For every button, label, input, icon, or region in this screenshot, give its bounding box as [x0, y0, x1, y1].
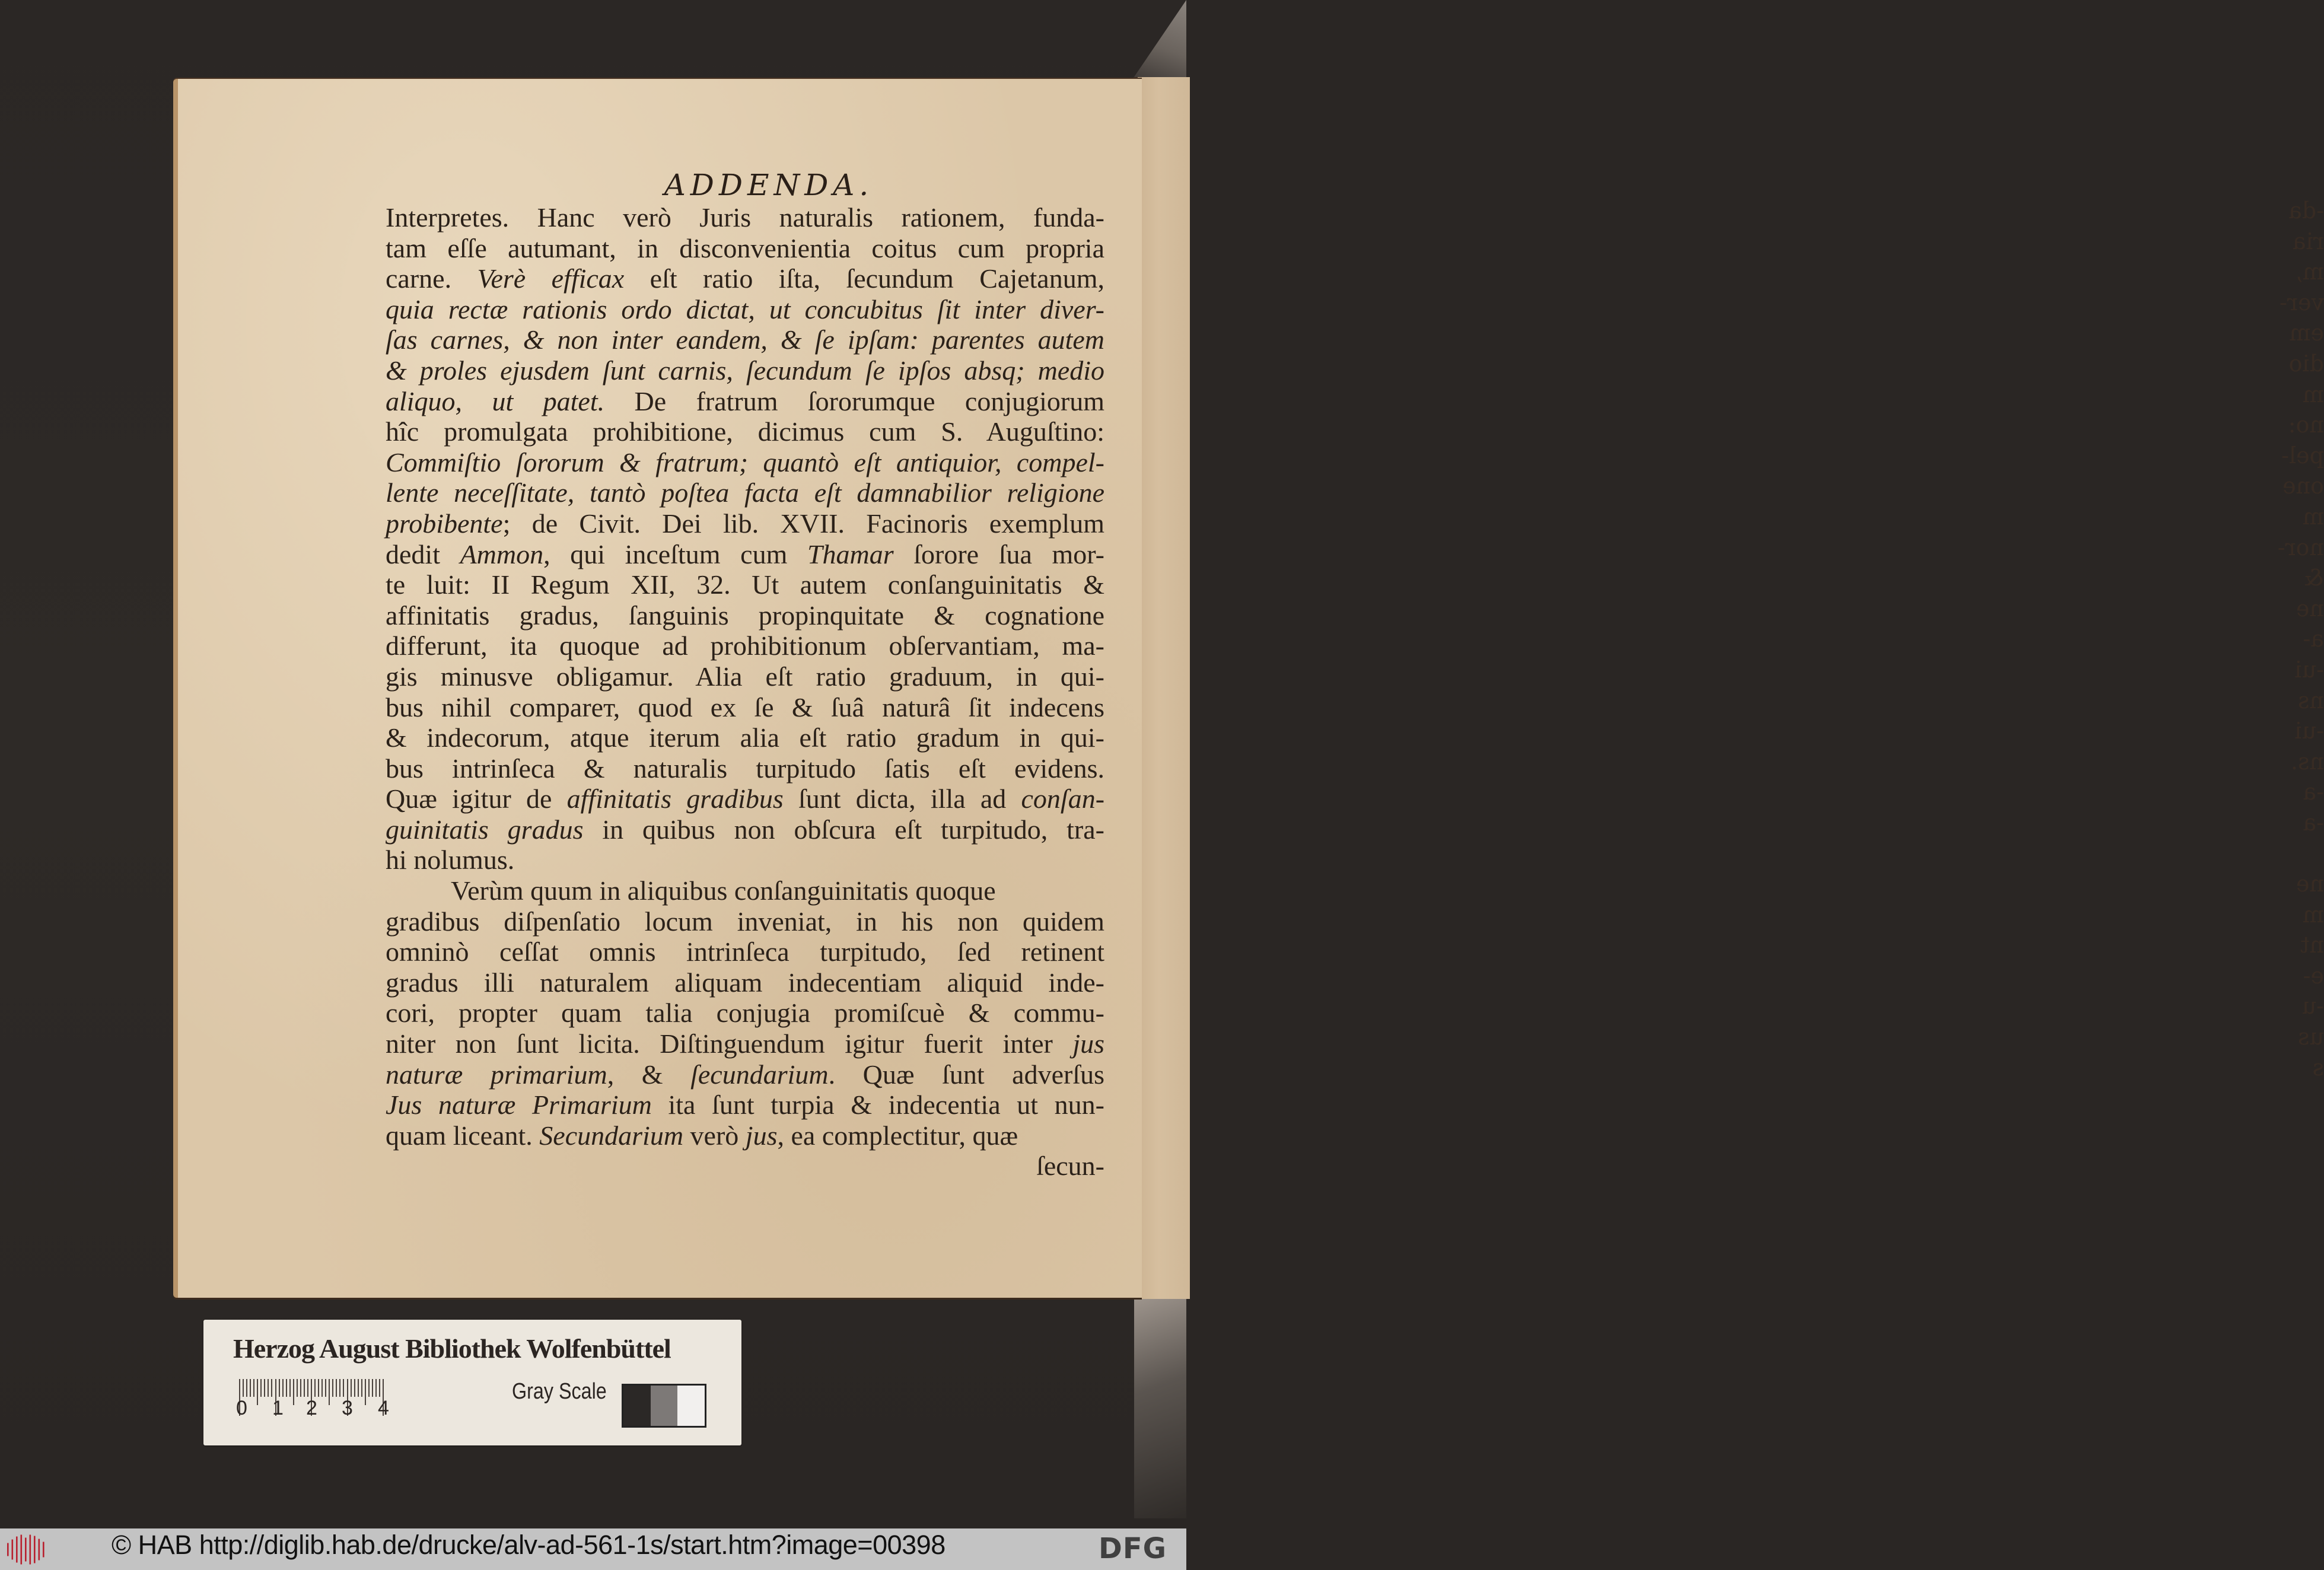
italic-text: Ammon — [460, 539, 544, 569]
roman-text: te luit: II Regum XII, 32. Ut autem conſanguinitatis & — [386, 569, 1104, 600]
ruler-number-1: 1 — [272, 1397, 284, 1419]
italic-text: quia rectæ rationis ordo dictat, ut concubitus ſit inter diver- — [386, 294, 1104, 324]
roman-text: . Quæ ſunt adverſus — [828, 1059, 1105, 1090]
ruler-tick — [343, 1379, 344, 1397]
roman-text: tam eſſe autumant, in disconvenientia coitus cum propria — [386, 233, 1104, 263]
gray-swatch-2 — [677, 1386, 705, 1426]
text-line — [386, 906, 1104, 937]
roman-text: , qui inceſtum cum — [543, 539, 807, 569]
text-line — [386, 814, 1104, 845]
adjacent-page-edge — [1134, 77, 2324, 1299]
body-text — [386, 202, 1104, 1182]
roman-text: ſecun- — [1036, 1151, 1104, 1182]
roman-text: niter non ſunt licita. Diſtinguendum igitur fuerit inter — [386, 1028, 1073, 1059]
italic-text: Secundarium — [539, 1120, 684, 1151]
ruler-tick — [300, 1379, 301, 1397]
text-line — [386, 508, 1104, 539]
ruler-tick — [279, 1379, 280, 1397]
italic-text: Verè efficax — [477, 263, 625, 294]
text-line — [386, 324, 1104, 355]
text-line — [386, 937, 1104, 967]
italic-text: jus — [1072, 1028, 1104, 1059]
roman-text: in quibus non obſcura eſt turpitudo, tra- — [583, 814, 1104, 845]
text-line — [386, 386, 1104, 417]
roman-text: ſunt dicta, illa ad — [783, 784, 1021, 814]
page-text-block — [386, 168, 1104, 1182]
ruler-tick — [286, 1379, 287, 1397]
roman-text: affinitatis gradus, ſanguinis propinquitate & cognatione — [386, 600, 1104, 630]
italic-text: conſan- — [1021, 784, 1105, 814]
text-line — [386, 447, 1104, 478]
ruler-tick — [354, 1379, 355, 1397]
gray-swatch-1 — [651, 1386, 678, 1426]
roman-text: bus nihil compareт, quod ex ſe & ſuâ naturâ ſit indecens — [386, 692, 1104, 722]
roman-text: ſorore ſua mor- — [893, 539, 1104, 569]
ruler-tick — [304, 1379, 305, 1397]
copyright-url[interactable]: © HAB http://diglib.hab.de/drucke/alv-ad-561-1s/start.htm?image=00398 — [112, 1530, 945, 1560]
roman-text: carne. — [386, 263, 477, 294]
italic-text: & proles ejusdem ſunt carnis, ſecundum ſe ipſos absq; medio — [386, 355, 1104, 386]
ruler-tick — [257, 1379, 258, 1405]
italic-text: aliquo, ut patet. — [386, 386, 605, 416]
ruler-tick — [325, 1379, 326, 1397]
ruler-tick — [250, 1379, 251, 1397]
text-line — [386, 294, 1104, 325]
roman-text: gradus illi naturalem aliquam indecentiam aliquid inde- — [386, 967, 1104, 998]
text-line — [386, 845, 1104, 875]
text-line — [386, 539, 1104, 570]
text-line — [386, 1090, 1104, 1120]
hab-logo-icon — [5, 1533, 49, 1566]
ruler-tick — [375, 1379, 377, 1397]
ruler-tick — [332, 1379, 333, 1397]
italic-text: Jus naturæ Primarium — [386, 1090, 652, 1120]
ruler-tick — [368, 1379, 370, 1397]
card-title: Herzog August Bibliothek Wolfenbüttel — [233, 1333, 671, 1364]
roman-text: hi nolumus. — [386, 845, 515, 875]
text-line — [386, 1059, 1104, 1090]
ruler-tick — [318, 1379, 319, 1397]
text-line — [386, 1028, 1104, 1059]
text-line — [386, 753, 1104, 784]
text-line — [386, 998, 1104, 1028]
text-line — [386, 202, 1104, 233]
ruler-tick — [361, 1379, 362, 1397]
ruler-tick — [314, 1379, 316, 1397]
italic-text: lente neceſſitate, tantò poſtea facta eſt damnabilior religione — [386, 477, 1104, 508]
roman-text: bus intrinſeca & naturalis turpitudo ſatis eſt evidens. — [386, 753, 1104, 784]
text-line — [386, 263, 1104, 294]
ruler-tick — [260, 1379, 262, 1397]
roman-text: quam liceant. — [386, 1120, 540, 1151]
roman-text: ita ſunt turpia & indecentia ut nun- — [651, 1090, 1104, 1120]
italic-text: Commiſtio ſororum & fratrum; quantò eſt antiquior, compel- — [386, 447, 1104, 477]
roman-text: ; de Civit. Dei lib. XVII. Facinoris exemplum — [502, 508, 1104, 539]
ruler-tick — [329, 1379, 330, 1405]
ruler-tick — [307, 1379, 308, 1397]
ruler-tick — [351, 1379, 352, 1397]
roman-text: Interpretes. Hanc verò Juris naturalis rationem, funda- — [386, 202, 1104, 233]
text-line — [386, 784, 1104, 814]
ruler-tick — [358, 1379, 359, 1397]
bleed-through-text: -da ria m, ver- em dio m no: pel- one m nor- & ne a- -ui ns -ui ns. -a -a ne m nt e- -u us s — [2277, 198, 2324, 1081]
roman-text: gradibus diſpenſatio locum inveniat, in his non quidem — [386, 906, 1104, 937]
roman-text: , ea complectitur, quæ — [777, 1120, 1018, 1151]
gray-swatch-0 — [623, 1386, 651, 1426]
ruler-number-4: 4 — [378, 1397, 389, 1419]
text-line — [386, 477, 1104, 508]
text-line — [386, 967, 1104, 998]
footer-bar — [0, 1528, 1186, 1570]
roman-text: dedit — [386, 539, 460, 569]
roman-text: De fratrum ſororumque conjugiorum — [604, 386, 1104, 416]
roman-text: , & — [607, 1059, 691, 1090]
roman-text: differunt, ita quoque ad prohibitionum obſervantiam, ma- — [386, 630, 1104, 661]
roman-text: cori, propter quam talia conjugia promiſcuè & commu- — [386, 998, 1104, 1028]
ruler-tick — [365, 1379, 366, 1405]
ruler-tick — [264, 1379, 265, 1397]
ruler-tick — [372, 1379, 373, 1397]
roman-text: & indecorum, atque iterum alia eſt ratio gradum in qui- — [386, 722, 1104, 753]
ruler-tick — [271, 1379, 272, 1397]
ruler-tick — [339, 1379, 340, 1397]
ruler-tick — [243, 1379, 244, 1397]
text-line — [386, 1120, 1104, 1151]
italic-text: guinitatis gradus — [386, 814, 584, 845]
color-reference-card — [203, 1320, 741, 1445]
ruler-number-3: 3 — [342, 1397, 353, 1419]
gray-scale-swatches — [622, 1384, 706, 1428]
text-line — [386, 875, 1104, 906]
running-head: ADDENDA. — [664, 168, 874, 202]
text-line — [386, 1151, 1104, 1182]
ruler-tick — [321, 1379, 323, 1397]
glass-plate-bottom — [1134, 1299, 1186, 1518]
italic-text: ſecundarium — [690, 1059, 829, 1090]
ruler-tick — [297, 1379, 298, 1397]
ruler-tick — [289, 1379, 291, 1397]
text-line — [386, 692, 1104, 723]
italic-text: probibente — [386, 508, 503, 539]
roman-text: Quæ igitur de — [386, 784, 567, 814]
italic-text: naturæ primarium — [386, 1059, 607, 1090]
gray-scale-label: Gray Scale — [512, 1379, 607, 1404]
ruler-tick — [379, 1379, 380, 1397]
ruler-number-2: 2 — [306, 1397, 317, 1419]
text-line — [386, 661, 1104, 692]
dfg-logo: DFG — [1099, 1532, 1167, 1565]
roman-text: eſt ratio iſta, ſecundum Cajetanum, — [624, 263, 1104, 294]
italic-text: affinitatis gradibus — [566, 784, 784, 814]
italic-text: jus — [745, 1120, 778, 1151]
roman-text: hîc promulgata prohibitione, dicimus cum S. Auguſtino: — [386, 416, 1104, 447]
italic-text: ſas carnes, & non inter eandem, & ſe ipſam: parentes autem — [386, 324, 1104, 355]
text-line — [386, 630, 1104, 661]
ruler-tick — [253, 1379, 254, 1397]
text-line — [386, 722, 1104, 753]
text-line — [386, 600, 1104, 631]
ruler-tick — [246, 1379, 247, 1397]
roman-text: verò — [683, 1120, 746, 1151]
ruler-tick — [336, 1379, 337, 1397]
ruler-number-0: 0 — [236, 1397, 247, 1419]
ruler-tick — [282, 1379, 284, 1397]
italic-text: Thamar — [807, 539, 894, 569]
ruler-tick — [268, 1379, 269, 1397]
roman-text: gis minusve obligamur. Alia eſt ratio graduum, in qui- — [386, 661, 1104, 692]
roman-text: Verùm quum in aliquibus conſanguinitatis quoque — [451, 875, 996, 906]
text-line — [386, 569, 1104, 600]
text-line — [386, 233, 1104, 264]
roman-text: omninò ceſſat omnis intrinſeca turpitudo, ſed retinent — [386, 937, 1104, 967]
ruler-tick — [293, 1379, 294, 1405]
text-line — [386, 355, 1104, 386]
book-page — [173, 79, 1142, 1298]
text-line — [386, 416, 1104, 447]
